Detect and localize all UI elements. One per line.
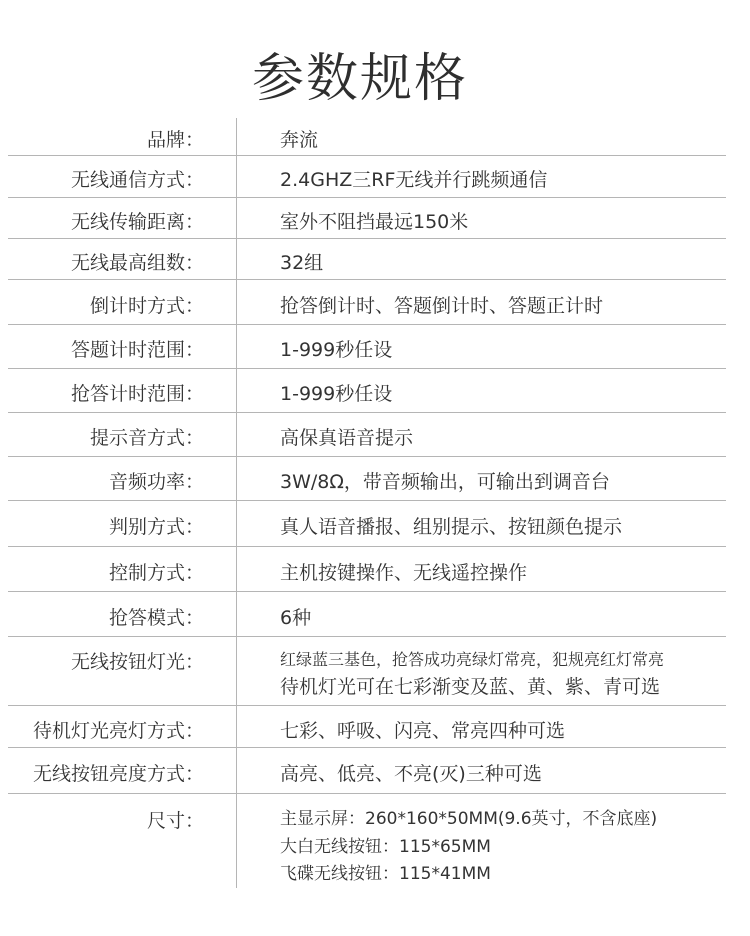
spec-row-buzz-modes <box>8 592 726 637</box>
spec-value: 室外不阻挡最远150米 <box>280 211 469 233</box>
spec-value-line: 大白无线按钮：115*65MM <box>280 837 491 857</box>
spec-value <box>280 805 726 888</box>
spec-label: 无线通信方式： <box>70 169 204 191</box>
column-divider <box>236 592 237 636</box>
spec-row-brand <box>8 118 726 156</box>
column-divider <box>236 547 237 591</box>
spec-row-button-light <box>8 637 726 706</box>
column-divider <box>236 637 237 705</box>
spec-value: 3W/8Ω，带音频输出，可输出到调音台 <box>280 471 610 493</box>
spec-row-audio-power <box>8 457 726 501</box>
spec-value: 七彩、呼吸、闪亮、常亮四种可选 <box>280 720 566 742</box>
spec-row-countdown-mode <box>8 280 726 325</box>
spec-label: 控制方式： <box>108 562 204 584</box>
spec-label: 品牌： <box>146 129 204 151</box>
spec-value: 6种 <box>280 607 312 629</box>
spec-value-line: 飞碟无线按钮：115*41MM <box>280 864 491 884</box>
spec-row-answer-timer-range <box>8 325 726 369</box>
spec-value: 32组 <box>280 252 324 274</box>
column-divider <box>236 325 237 368</box>
column-divider <box>236 156 237 197</box>
column-divider <box>236 748 237 793</box>
spec-row-transmission-distance <box>8 198 726 239</box>
column-divider <box>236 794 237 888</box>
spec-value: 高保真语音提示 <box>280 427 414 449</box>
column-divider <box>236 198 237 238</box>
spec-value: 奔流 <box>280 129 319 151</box>
spec-value: 真人语音播报、组别提示、按钮颜色提示 <box>280 516 623 538</box>
spec-label: 倒计时方式： <box>89 295 204 317</box>
spec-value-line: 主显示屏：260*160*50MM(9.6英寸，不含底座) <box>280 809 658 829</box>
spec-value-line: 红绿蓝三基色，抢答成功亮绿灯常亮，犯规亮红灯常亮 <box>280 650 665 669</box>
column-divider <box>236 280 237 324</box>
spec-value <box>280 647 726 701</box>
spec-label: 无线按钮灯光： <box>70 651 204 673</box>
spec-row-judge-mode <box>8 501 726 547</box>
column-divider <box>236 369 237 412</box>
spec-value: 主机按键操作、无线遥控操作 <box>280 562 528 584</box>
column-divider <box>236 706 237 747</box>
spec-value: 高亮、低亮、不亮(灭)三种可选 <box>280 763 542 785</box>
spec-value: 1-999秒任设 <box>280 339 393 361</box>
spec-label: 无线传输距离： <box>70 211 204 233</box>
column-divider <box>236 118 237 155</box>
spec-row-control-mode <box>8 547 726 592</box>
spec-value: 2.4GHZ三RF无线并行跳频通信 <box>280 169 548 191</box>
spec-row-max-groups <box>8 239 726 280</box>
spec-label: 判别方式： <box>108 516 204 538</box>
spec-row-standby-light-mode <box>8 706 726 748</box>
spec-label: 答题计时范围： <box>70 339 204 361</box>
spec-label: 无线最高组数： <box>70 252 204 274</box>
column-divider <box>236 239 237 279</box>
spec-value-line: 待机灯光可在七彩渐变及蓝、黄、紫、青可选 <box>280 676 661 698</box>
spec-value: 1-999秒任设 <box>280 383 393 405</box>
spec-row-wireless-comm <box>8 156 726 198</box>
spec-label: 无线按钮亮度方式： <box>32 763 204 785</box>
spec-row-buzz-timer-range <box>8 369 726 413</box>
spec-row-button-brightness <box>8 748 726 794</box>
column-divider <box>236 457 237 500</box>
spec-label: 抢答模式： <box>108 607 204 629</box>
spec-label: 提示音方式： <box>89 427 204 449</box>
spec-label: 尺寸： <box>146 810 204 832</box>
spec-row-prompt-sound <box>8 413 726 457</box>
spec-table <box>8 118 726 888</box>
page-title: 参数规格 <box>251 49 468 109</box>
spec-row-dimensions <box>8 794 726 888</box>
column-divider <box>236 413 237 456</box>
column-divider <box>236 501 237 546</box>
spec-label: 待机灯光亮灯方式： <box>32 720 204 742</box>
spec-value: 抢答倒计时、答题倒计时、答题正计时 <box>280 295 604 317</box>
spec-label: 抢答计时范围： <box>70 383 204 405</box>
spec-label: 音频功率： <box>108 471 204 493</box>
